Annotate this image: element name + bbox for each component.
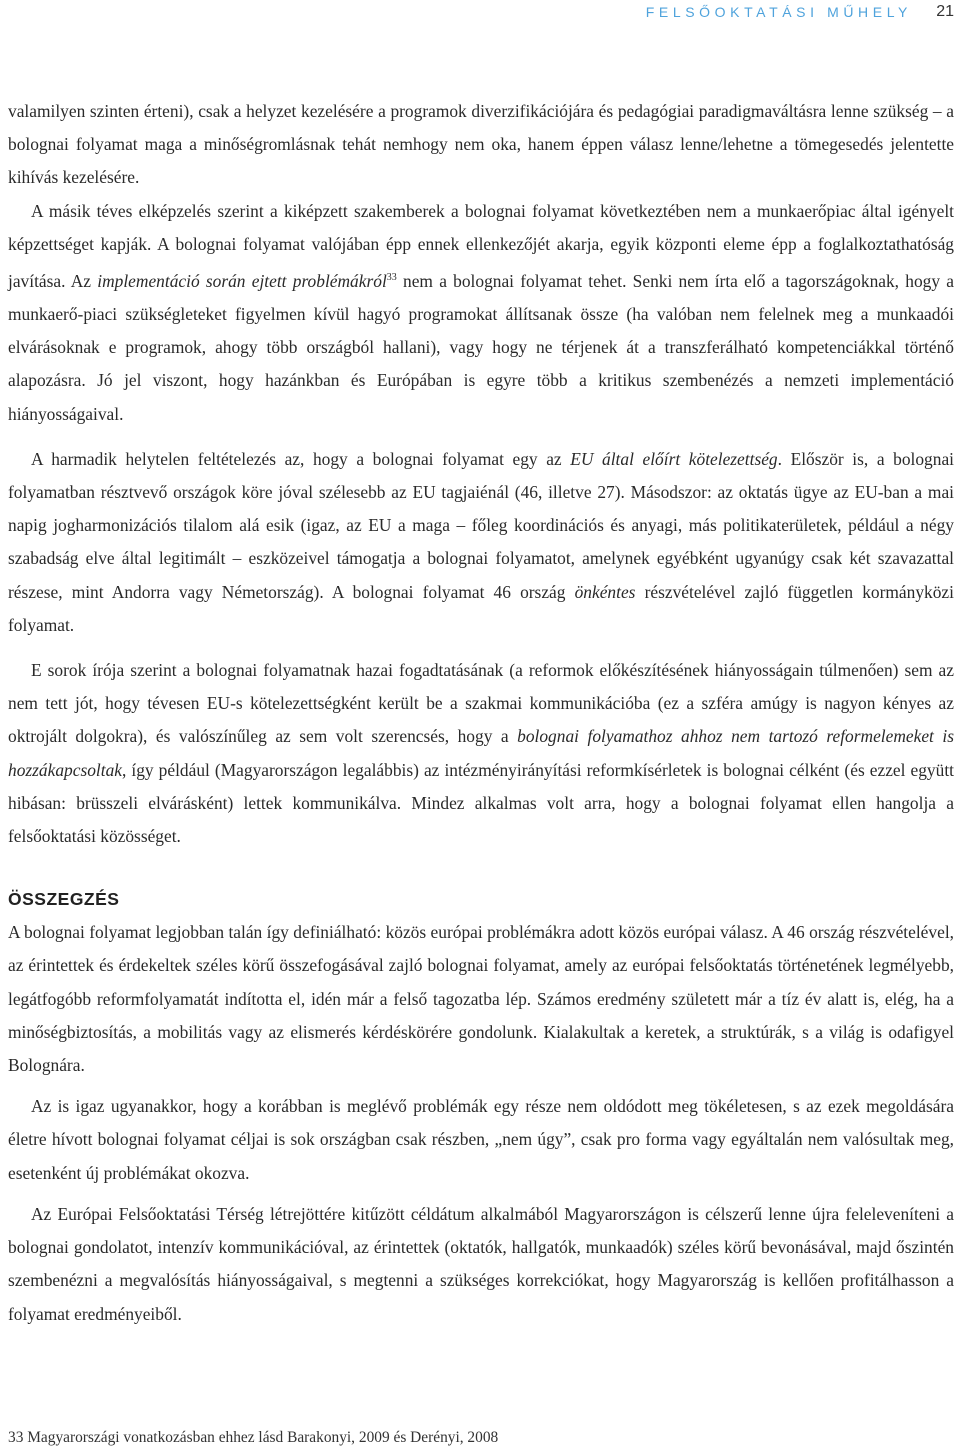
- paragraph-2-italic: implementáció során ejtett problémákról: [97, 270, 387, 291]
- summary-paragraph-1: A bolognai folyamat legjobban talán így definiálható: közös európai problémákra adott közös európai válasz. A 46 ország részvételével, az érintettek és érdekeltek széles körű összefogásával zajló bolognai folyamat, amely az európai felsőoktatás történetének legmélyebb, legátfogóbb reformfolyamatát indította el, idén már a felső tagozatba lép. Számos eredmény született már a tíz év alatt is, elég, ha a minőségbiztosítás, a mobilitás vagy az elismerés kérdéskörére gondolunk. Kialakultak a keretek, a struktúrák, s a világ is odafigyel Bolognára.: [8, 922, 954, 1076]
- footnote-ref[interactable]: 33: [386, 272, 397, 284]
- paragraph-4-text-b: , így például (Magyarországon legalábbis) az intézményirányítási reformkísérletek is bolognai célként (és ezzel együtt hibásan: brüsszeli elvárásként) lettek kommunikálva. Mindez alkalmas volt arra, hogy a bolognai folyamat ellen hangolja a felsőoktatási közösséget.: [8, 759, 954, 847]
- paragraph-4-italic: bolognai folyamathoz ahhoz nem tartozó reformelemeket is hozzákapcsoltak: [8, 726, 954, 780]
- summary-paragraph-3: Az Európai Felsőoktatási Térség létrejöttére kitűzött céldátum alkalmából Magyarországon is célszerű lenne újra feleleveníteni a bolognai gondolatot, intenzív kommunikációval, az érintettek (oktatók, hallgatók, munkaadók) széles körű bevonásával, majd őszintén szembenézni a megvalósítás hiányosságaival, s megtenni a szükséges korrekciókat, hogy Magyarország is kellően profitálhasson a folyamat eredményeiből.: [8, 1203, 954, 1324]
- section-heading: ÖSSZEGZÉS: [8, 889, 120, 910]
- paragraph-1: valamilyen szinten érteni), csak a helyzet kezelésére a programok diverzifikációjára és pedagógiai paradigmaváltásra lenne szükség – a bolognai folyamat maga a minőségromlásnak tehát nemhogy nem oka, hanem éppen válasz lenne/lehetne a tömegesedés jelentette kihívás kezelésére.: [8, 101, 954, 188]
- paragraph-2-text-a: A másik téves elképzelés szerint a kiképzett szakemberek a bolognai folyamat következtében nem a munkaerőpiac által igényelt képzettséget kapják. A bolognai folyamat valójában épp ennek ellenkezőjét akarja, egyik központi eleme épp a foglalkoztathatóság javítása. Az: [8, 200, 954, 291]
- journal-title: FELSŐOKTATÁSI MŰHELY: [645, 4, 912, 20]
- main-column: [8, 95, 954, 1331]
- paragraph-3-italic: EU által előírt kötelezettség: [570, 448, 778, 469]
- paragraph-4-text-a: E sorok írója szerint a bolognai folyamatnak hazai fogadtatásának (a reformok előkészítésének hiányosságain túlmenően) sem az nem tett jót, hogy tévesen EU-s kötelezettségként került be a szakmai kommunikációba (ez a szféra amúgy is nagyon kényes az oktrojált dolgokra), és valószínűleg az sem volt szerencsés, hogy a: [8, 660, 954, 747]
- summary-paragraph-2: Az is igaz ugyanakkor, hogy a korábban is meglévő problémák egy része nem oldódott meg tökéletesen, s az ezek megoldására életre hívott bolognai folyamat céljai is sok országban csak részben, „nem úgy”, csak pro forma vagy egyáltalán nem valósultak meg, esetenként új problémákat okozva.: [8, 1096, 954, 1183]
- paragraph-2-text-b: nem a bolognai folyamat tehet. Senki nem írta elő a tagországoknak, hogy a munkaerő-piaci szükségleteket figyelmen kívül hagyó programokat állítsanak össze (ha valóban nem felelnek meg a munkaadói elvárásoknak e programok, ahogy több országból hallani), vagy hogy ne térjenek át a transzferálható kompetenciákkal történő alapozásra. Jó jel viszont, hogy hazánkban és Európában is egyre több a kritikus szembenézés a nemzeti implementáció hiányosságaival.: [8, 270, 955, 424]
- paragraph-3-italic-2: önkéntes: [574, 581, 636, 602]
- page-header: [0, 2, 960, 26]
- page-number: 21: [936, 3, 954, 20]
- paragraph-3: [8, 443, 954, 642]
- paragraph-2: [8, 195, 954, 431]
- footnote: 33 Magyarországi vonatkozásban ehhez lásd Barakonyi, 2009 és Derényi, 2008: [8, 1429, 499, 1446]
- paragraph-4: [8, 654, 954, 853]
- paragraph-3-text-c: részvételével zajló független kormányközi folyamat.: [8, 581, 954, 635]
- paragraph-3-text-b: . Először is, a bolognai folyamatban résztvevő országok köre jóval szélesebb az EU tagjaiénál (46, illetve 27). Másodszor: az oktatás ügye az EU-ban a mai napig jogharmonizációs tilalom alá esik (igaz, az EU a maga – főleg koordinációs és anyagi, más politikaterületek, például a négy szabadság elve által legitimált – eszközeivel támogatja a bolognai folyamatot, amelynek egyébként ugyanúgy csak két szavazattal részese, mint Andorra vagy Németország). A bolognai folyamat 46 ország: [8, 448, 954, 602]
- paragraph-3-text-a: A harmadik helytelen feltételezés az, hogy a bolognai folyamat egy az: [31, 448, 571, 469]
